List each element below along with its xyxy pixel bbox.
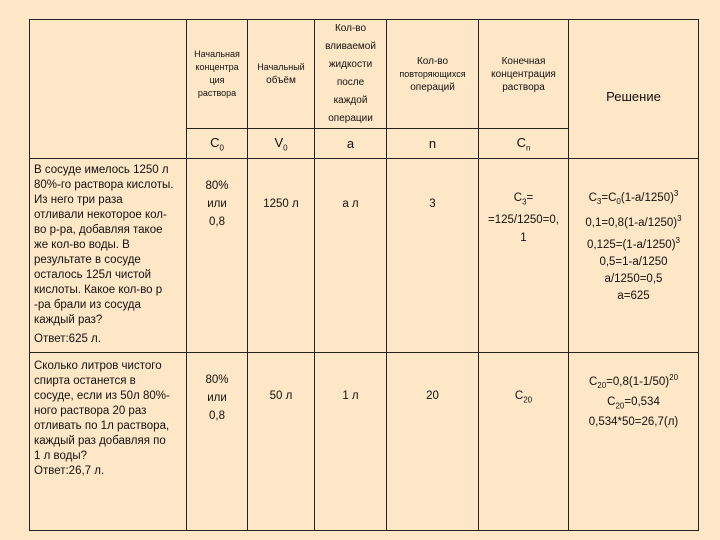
problem-text-1: В сосуде имелось 1250 л 80%-го раствора кислоты. Из него три раза отливали некоторое кол- во р-ра, добавляя такое же кол-во воды. В результате в сосуде осталось 125л чистой кислоты. Какое кол-во р -ра брали из сосуда каждый раз? Ответ:625 л. bbox=[30, 159, 187, 353]
symbol-a: a bbox=[315, 129, 387, 159]
cn-value-1: $С_3=$ =125/1250=0, 1 bbox=[479, 159, 569, 353]
problems-table bbox=[29, 19, 699, 531]
n-value-2: 20 bbox=[387, 353, 479, 531]
symbol-n: n bbox=[387, 129, 479, 159]
symbol-cn: $С_n$ bbox=[479, 129, 569, 159]
answer-2: Ответ:26,7 л. bbox=[34, 465, 105, 477]
a-value-1: a л bbox=[315, 159, 387, 353]
header-solution: Решение bbox=[569, 20, 699, 159]
answer-1: Ответ:625 л. bbox=[34, 333, 101, 345]
v0-value-1: 1250 л bbox=[248, 159, 315, 353]
symbol-v0: $V_0$ bbox=[248, 129, 315, 159]
problem-text-2: Сколько литров чистого спирта останется в сосуде, если из 50л 80%- ного раствора 20 раз отливать по 1л раствора, каждый раз добавляя по 1 л воды? Ответ:26,7 л. bbox=[30, 353, 187, 531]
a-value-2: 1 л bbox=[315, 353, 387, 531]
header-initial-volume: Начальный объём bbox=[248, 20, 315, 129]
n-value-1: 3 bbox=[387, 159, 479, 353]
problem-row-2 bbox=[30, 353, 699, 531]
c0-value-1: 80% или 0,8 bbox=[187, 159, 248, 353]
v0-value-2: 50 л bbox=[248, 353, 315, 531]
cn-value-2: $С_{20}$ bbox=[479, 353, 569, 531]
solution-2: $С_{20}=0,8(1-1/50)^{20}$ $С_{20}=0,534$ 0,534*50=26,7(л) bbox=[569, 353, 699, 531]
header-row bbox=[30, 20, 699, 129]
header-final-concentration: Конечная концентрация раствора bbox=[479, 20, 569, 129]
symbol-c0: $С_0$ bbox=[187, 129, 248, 159]
empty-corner-cell bbox=[30, 20, 187, 159]
solution-1: $С_3=С_0(1-a/1250)^3$ $0,1=0,8(1-a/1250)^3$ $0,125=(1-a/1250)^3$ 0,5=1-a/1250 a/1250=0,5 a=625 bbox=[569, 159, 699, 353]
c0-value-2: 80% или 0,8 bbox=[187, 353, 248, 531]
header-liquid-amount: Кол-во вливаемой жидкости после каждой операции bbox=[315, 20, 387, 129]
problem-row-1 bbox=[30, 159, 699, 353]
header-operations-count: Кол-во повторяющихся операций bbox=[387, 20, 479, 129]
header-initial-concentration: Начальная концентра ция раствора bbox=[187, 20, 248, 129]
